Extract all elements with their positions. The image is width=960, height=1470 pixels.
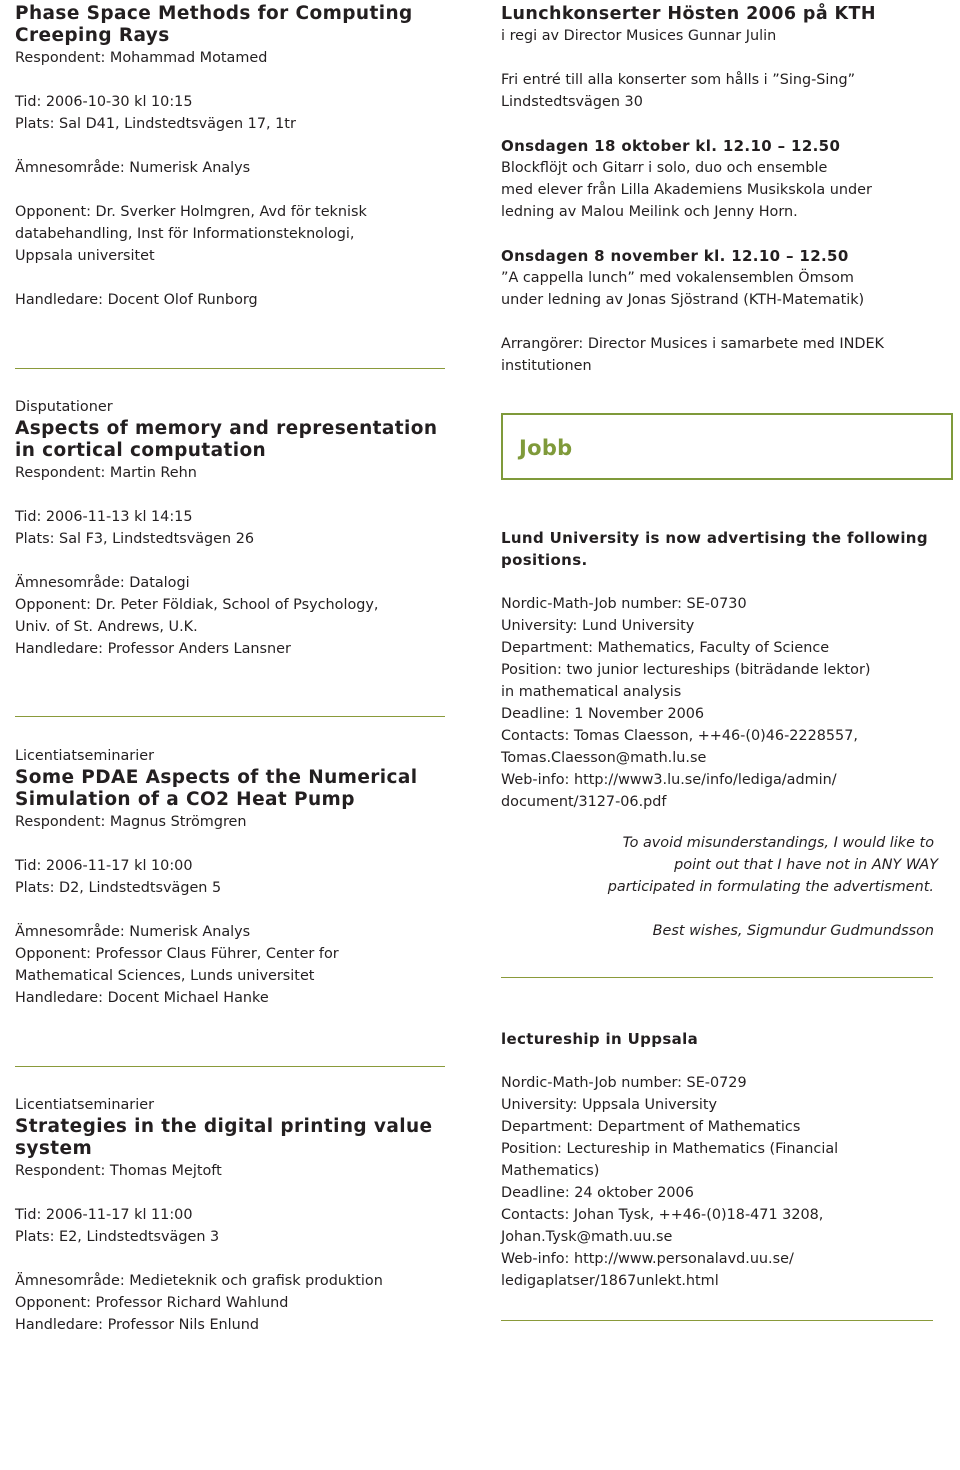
detail-line: Mathematical Sciences, Lunds universitet <box>15 968 315 984</box>
detail-line: University: Lund University <box>501 618 695 634</box>
detail-line: Contacts: Johan Tysk, ++46-(0)18-471 3208, <box>501 1207 824 1223</box>
event-title-line: Phase Space Methods for Computing <box>15 3 413 24</box>
section-divider <box>15 1066 445 1067</box>
detail-line: databehandling, Inst för Informationsteknologi, <box>15 226 355 242</box>
note-line: point out that I have not in ANY WAY <box>674 857 938 873</box>
detail-line <box>15 135 413 157</box>
jobb-title: Jobb <box>519 436 573 460</box>
detail-line: Handledare: Professor Anders Lansner <box>15 641 291 657</box>
detail-line: Uppsala universitet <box>15 248 155 264</box>
detail-line: Nordic-Math-Job number: SE-0730 <box>501 596 747 612</box>
event-title-line: Some PDAE Aspects of the Numerical <box>15 767 418 788</box>
detail-line: document/3127-06.pdf <box>501 794 667 810</box>
detail-line: Handledare: Professor Nils Enlund <box>15 1317 260 1333</box>
concert-date-heading: Onsdagen 8 november kl. 12.10 – 12.50 <box>501 247 849 265</box>
event-details <box>15 462 437 660</box>
detail-line <box>501 47 884 69</box>
detail-line <box>15 833 418 855</box>
detail-line <box>15 484 437 506</box>
job-heading: Lund University is now advertising the following <box>501 529 928 547</box>
detail-line: Opponent: Dr. Sverker Holmgren, Avd för teknisk <box>15 204 367 220</box>
dissertation-block-2 <box>15 396 437 660</box>
detail-line: Blockflöjt och Gitarr i solo, duo och ensemble <box>501 160 828 176</box>
detail-line: Ämnesområde: Numerisk Analys <box>15 924 251 940</box>
detail-line: Department: Mathematics, Faculty of Science <box>501 640 830 656</box>
detail-line: Plats: D2, Lindstedtsvägen 5 <box>15 880 222 896</box>
detail-line: Ämnesområde: Numerisk Analys <box>15 160 251 176</box>
detail-line: Tid: 2006-11-17 kl 11:00 <box>15 1207 193 1223</box>
job-heading: lectureship in Uppsala <box>501 1030 699 1048</box>
section-divider <box>15 716 445 717</box>
detail-line: Tomas.Claesson@math.lu.se <box>501 750 707 766</box>
event-title-line: Aspects of memory and representation <box>15 418 438 439</box>
licentiate-block-1 <box>15 745 418 1009</box>
detail-line: Opponent: Dr. Peter Földiak, School of Psychology, <box>15 597 379 613</box>
detail-line <box>15 550 437 572</box>
event-details <box>15 1160 433 1336</box>
detail-line: Plats: Sal D41, Lindstedtsvägen 17, 1tr <box>15 116 296 132</box>
disclaimer-note <box>501 832 938 942</box>
lund-job-block <box>501 527 928 813</box>
detail-line: Deadline: 24 oktober 2006 <box>501 1185 694 1201</box>
detail-line: Position: two junior lectureships (biträdande lektor) <box>501 662 871 678</box>
detail-line: Respondent: Magnus Strömgren <box>15 814 247 830</box>
category-label: Disputationer <box>15 399 113 415</box>
detail-line <box>15 1182 433 1204</box>
detail-line <box>501 113 884 135</box>
detail-line: Lindstedtsvägen 30 <box>501 94 643 110</box>
event-details <box>15 47 413 311</box>
section-divider <box>501 977 933 978</box>
detail-line <box>501 1050 838 1072</box>
detail-line: Nordic-Math-Job number: SE-0729 <box>501 1075 747 1091</box>
note-signature: Best wishes, Sigmundur Gudmundsson <box>652 923 934 939</box>
event-title-line: Strategies in the digital printing value <box>15 1116 433 1137</box>
detail-line: i regi av Director Musices Gunnar Julin <box>501 28 777 44</box>
detail-line: med elever från Lilla Akademiens Musikskola under <box>501 182 872 198</box>
detail-line: Respondent: Thomas Mejtoft <box>15 1163 222 1179</box>
detail-line: Opponent: Professor Richard Wahlund <box>15 1295 289 1311</box>
detail-line: Arrangörer: Director Musices i samarbete med INDEK <box>501 336 884 352</box>
event-title-line: in cortical computation <box>15 440 267 461</box>
event-title-line: Simulation of a CO2 Heat Pump <box>15 789 355 810</box>
detail-line: Handledare: Docent Michael Hanke <box>15 990 269 1006</box>
jobb-section-box <box>501 413 953 480</box>
detail-line: Plats: Sal F3, Lindstedtsvägen 26 <box>15 531 255 547</box>
detail-line: ledning av Malou Meilink och Jenny Horn. <box>501 204 798 220</box>
category-label: Licentiatseminarier <box>15 748 154 764</box>
detail-line: Department: Department of Mathematics <box>501 1119 801 1135</box>
detail-line: Tid: 2006-10-30 kl 10:15 <box>15 94 193 110</box>
event-title-line: system <box>15 1138 93 1159</box>
licentiate-block-2 <box>15 1094 433 1336</box>
detail-line: Tid: 2006-11-17 kl 10:00 <box>15 858 193 874</box>
note-line: participated in formulating the advertisment. <box>607 879 934 895</box>
detail-line: Ämnesområde: Medieteknik och grafisk produktion <box>15 1273 383 1289</box>
section-divider <box>501 1320 933 1321</box>
detail-line: Web-info: http://www.personalavd.uu.se/ <box>501 1251 794 1267</box>
detail-line <box>501 223 884 245</box>
detail-line: Web-info: http://www3.lu.se/info/lediga/admin/ <box>501 772 837 788</box>
detail-line: Ämnesområde: Datalogi <box>15 575 190 591</box>
detail-line: Tid: 2006-11-13 kl 14:15 <box>15 509 193 525</box>
detail-line <box>501 311 884 333</box>
detail-line: Respondent: Martin Rehn <box>15 465 197 481</box>
detail-line: ”A cappella lunch” med vokalensemblen Ömsom <box>501 270 854 286</box>
detail-line: University: Uppsala University <box>501 1097 718 1113</box>
detail-line: ledigaplatser/1867unlekt.html <box>501 1273 719 1289</box>
detail-line: Fri entré till alla konserter som hålls i ”Sing-Sing” <box>501 72 856 88</box>
detail-line: Univ. of St. Andrews, U.K. <box>15 619 198 635</box>
detail-line: Respondent: Mohammad Motamed <box>15 50 268 66</box>
detail-line: Opponent: Professor Claus Führer, Center for <box>15 946 339 962</box>
category-label: Licentiatseminarier <box>15 1097 154 1113</box>
detail-line: in mathematical analysis <box>501 684 682 700</box>
note-line <box>501 898 934 920</box>
detail-line: Contacts: Tomas Claesson, ++46-(0)46-2228557, <box>501 728 858 744</box>
uppsala-job-block <box>501 1028 838 1292</box>
detail-line <box>15 899 418 921</box>
detail-line <box>15 69 413 91</box>
detail-line: Handledare: Docent Olof Runborg <box>15 292 258 308</box>
detail-line: institutionen <box>501 358 592 374</box>
lunch-concerts-block <box>501 3 884 377</box>
detail-line: Position: Lectureship in Mathematics (Financial <box>501 1141 839 1157</box>
detail-line <box>15 267 413 289</box>
detail-line: Plats: E2, Lindstedtsvägen 3 <box>15 1229 220 1245</box>
section-divider <box>15 368 445 369</box>
concert-date-heading: Onsdagen 18 oktober kl. 12.10 – 12.50 <box>501 137 841 155</box>
detail-line: Deadline: 1 November 2006 <box>501 706 705 722</box>
detail-line: Johan.Tysk@math.uu.se <box>501 1229 673 1245</box>
detail-line <box>501 571 928 593</box>
event-title-line: Creeping Rays <box>15 25 170 46</box>
detail-line: under ledning av Jonas Sjöstrand (KTH-Matematik) <box>501 292 865 308</box>
event-details <box>15 811 418 1009</box>
dissertation-block-1 <box>15 3 413 311</box>
note-line: To avoid misunderstandings, I would like to <box>622 835 934 851</box>
detail-line <box>15 179 413 201</box>
detail-line: Mathematics) <box>501 1163 600 1179</box>
job-heading: positions. <box>501 551 588 569</box>
detail-line <box>15 1248 433 1270</box>
concert-title: Lunchkonserter Hösten 2006 på KTH <box>501 4 876 24</box>
